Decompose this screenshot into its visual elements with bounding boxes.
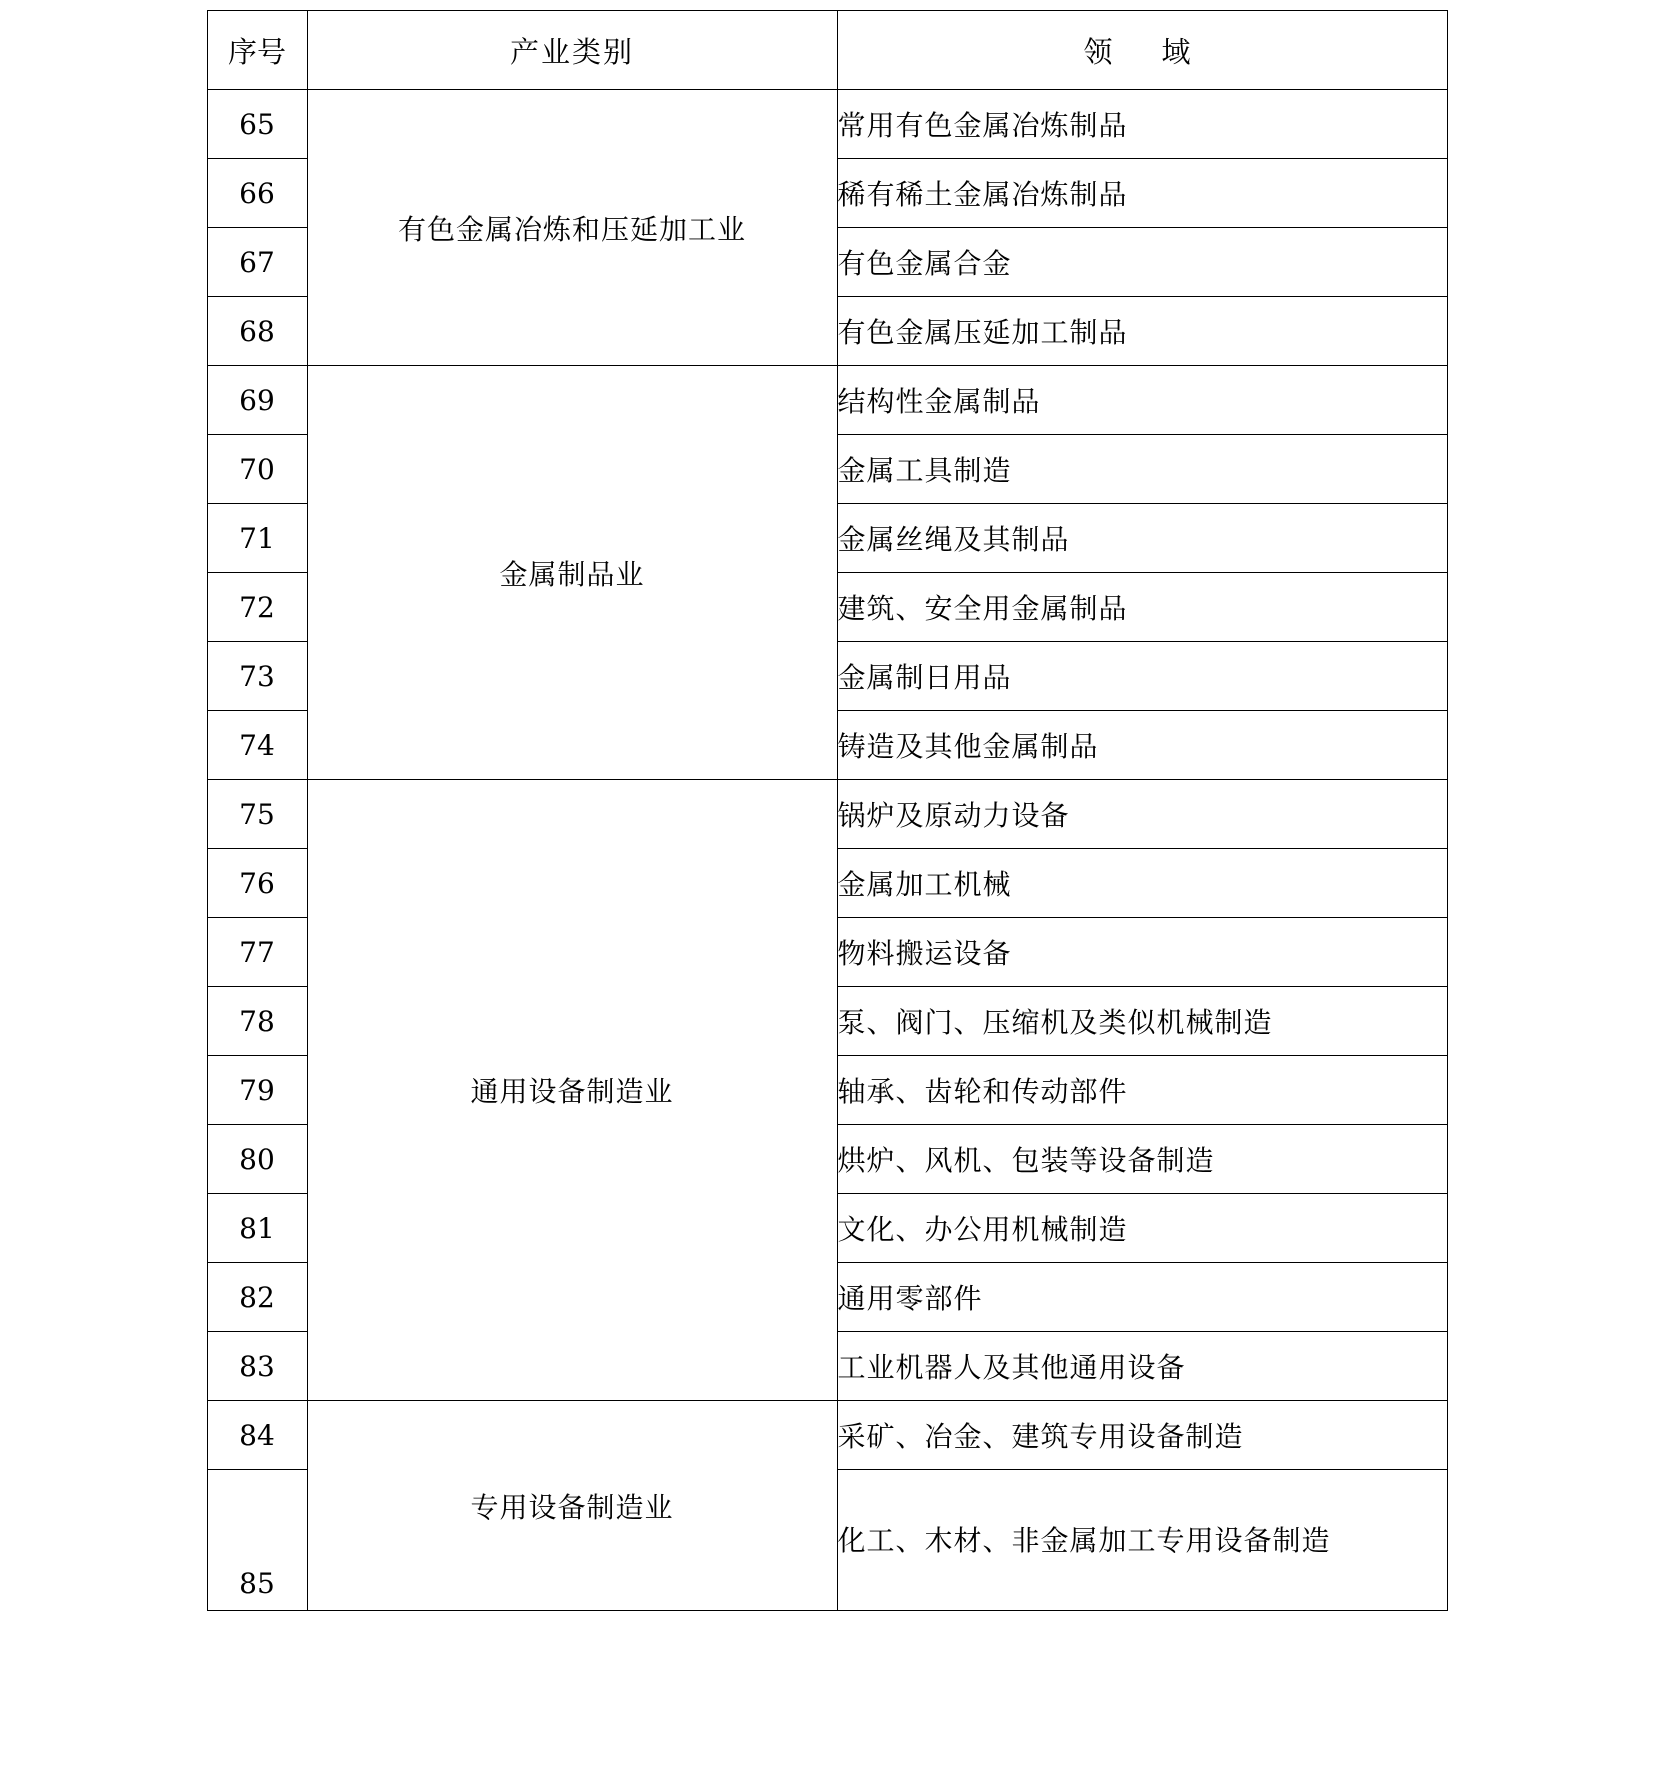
field-cell: 结构性金属制品 <box>837 366 1447 435</box>
row-number: 80 <box>207 1125 307 1194</box>
row-number: 73 <box>207 642 307 711</box>
column-header-field: 领 域 <box>837 11 1447 90</box>
field-cell: 金属制日用品 <box>837 642 1447 711</box>
row-number: 74 <box>207 711 307 780</box>
row-number: 83 <box>207 1332 307 1401</box>
row-number: 82 <box>207 1263 307 1332</box>
industry-category-table <box>207 10 1448 1611</box>
row-number: 79 <box>207 1056 307 1125</box>
field-cell: 轴承、齿轮和传动部件 <box>837 1056 1447 1125</box>
table-row <box>207 780 1447 849</box>
table-header-row <box>207 11 1447 90</box>
row-number: 71 <box>207 504 307 573</box>
field-cell: 文化、办公用机械制造 <box>837 1194 1447 1263</box>
category-cell: 通用设备制造业 <box>307 780 837 1401</box>
field-cell: 有色金属压延加工制品 <box>837 297 1447 366</box>
row-number: 75 <box>207 780 307 849</box>
field-cell: 泵、阀门、压缩机及类似机械制造 <box>837 987 1447 1056</box>
table-row <box>207 366 1447 435</box>
field-cell: 锅炉及原动力设备 <box>837 780 1447 849</box>
row-number: 78 <box>207 987 307 1056</box>
field-cell: 化工、木材、非金属加工专用设备制造 <box>837 1470 1447 1611</box>
field-cell: 金属加工机械 <box>837 849 1447 918</box>
field-cell: 金属工具制造 <box>837 435 1447 504</box>
field-cell: 建筑、安全用金属制品 <box>837 573 1447 642</box>
row-number: 77 <box>207 918 307 987</box>
table-row <box>207 1401 1447 1470</box>
row-number: 85 <box>207 1470 307 1611</box>
row-number: 84 <box>207 1401 307 1470</box>
category-cell: 有色金属冶炼和压延加工业 <box>307 90 837 366</box>
field-cell: 常用有色金属冶炼制品 <box>837 90 1447 159</box>
table-row <box>207 90 1447 159</box>
field-cell: 金属丝绳及其制品 <box>837 504 1447 573</box>
category-cell: 专用设备制造业 <box>307 1401 837 1611</box>
row-number: 66 <box>207 159 307 228</box>
category-cell: 金属制品业 <box>307 366 837 780</box>
row-number: 69 <box>207 366 307 435</box>
field-cell: 通用零部件 <box>837 1263 1447 1332</box>
row-number: 65 <box>207 90 307 159</box>
field-cell: 采矿、冶金、建筑专用设备制造 <box>837 1401 1447 1470</box>
field-cell: 铸造及其他金属制品 <box>837 711 1447 780</box>
row-number: 67 <box>207 228 307 297</box>
field-cell: 工业机器人及其他通用设备 <box>837 1332 1447 1401</box>
row-number: 76 <box>207 849 307 918</box>
row-number: 70 <box>207 435 307 504</box>
field-cell: 稀有稀土金属冶炼制品 <box>837 159 1447 228</box>
row-number: 68 <box>207 297 307 366</box>
field-cell: 物料搬运设备 <box>837 918 1447 987</box>
column-header-category: 产业类别 <box>307 11 837 90</box>
column-header-no: 序号 <box>207 11 307 90</box>
row-number: 81 <box>207 1194 307 1263</box>
field-cell: 烘炉、风机、包装等设备制造 <box>837 1125 1447 1194</box>
field-cell: 有色金属合金 <box>837 228 1447 297</box>
row-number: 72 <box>207 573 307 642</box>
